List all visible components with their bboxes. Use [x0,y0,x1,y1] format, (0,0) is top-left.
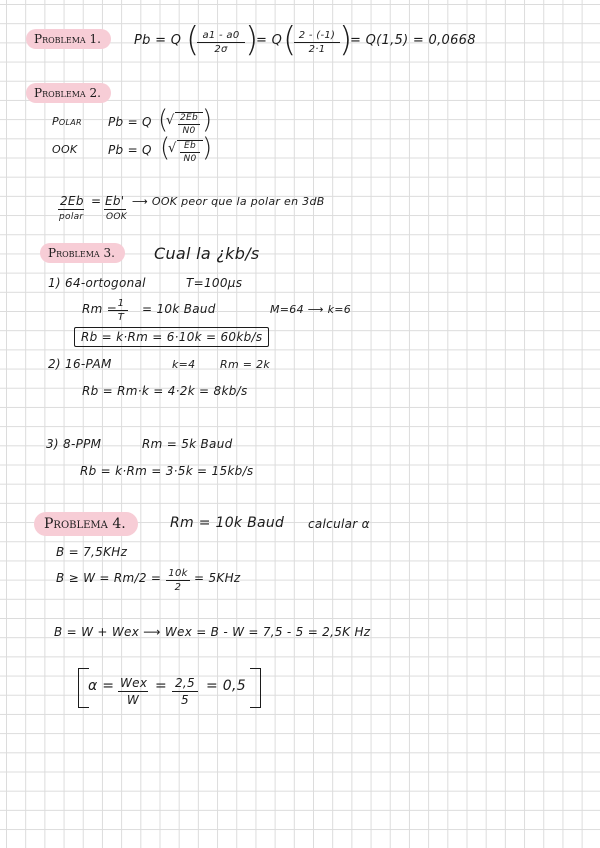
p4-alpha-fraction-1 [118,676,148,707]
p2-polar-paren-close: ) [202,105,213,135]
p4-alpha-fraction-2 [172,676,198,707]
p4-alpha-fraction-1-num: Wex [120,676,148,690]
problem-1-heading: Problema 1. [26,29,111,49]
p2-polar-label: Polar [52,115,82,128]
p4-w-rhs: = 5KHz [194,571,241,585]
p1-paren-close-2: ) [339,20,353,60]
p2-polar-fraction [175,112,203,136]
p1-rhs: = Q(1,5) = 0,0668 [350,33,476,48]
p4-alpha-fraction-2-num: 2,5 [172,676,198,692]
p4-alpha-bracket-right [250,668,261,708]
p1-paren-close-1: ) [245,20,259,60]
p3-item3-label: 3) 8-PPM [46,437,102,451]
p4-alpha-lhs: α = [88,678,115,694]
p2-polar-fraction-den: N0 [182,126,196,136]
p2-ook-sqrt-icon: √ [168,141,177,156]
p1-fraction-1-den: 2σ [214,44,228,55]
p2-polar-paren-open: ( [158,105,169,135]
p3-item3-rb: Rb = k·Rm = 3·5k = 15kb/s [80,464,254,478]
p3-item1-rm-lhs: Rm = [82,302,118,316]
p2-polar-lhs: Pb = Q [108,115,152,129]
p2-compare-b-sub: OOK [106,212,127,222]
p3-item1-rm-fraction-num: 1 [114,298,128,311]
p3-item3-rm: Rm = 5k Baud [142,437,233,451]
problem-2-heading: Problema 2. [26,83,111,103]
p2-compare-a-sub: polar [59,212,84,222]
p4-calc: calcular α [308,517,370,531]
p1-lhs: Pb = Q [134,33,182,48]
p1-fraction-1-num: a1 - a0 [197,30,245,43]
p2-ook-paren-close: ) [202,133,213,163]
p3-item2-label: 2) 16-PAM [48,357,112,371]
p2-compare-a-underline [58,209,84,210]
p2-polar-sqrt-icon: √ [166,113,175,128]
p4-alpha-fraction-2-den: 5 [181,693,189,707]
p4-bandwidth: B = 7,5KHz [56,545,128,559]
p3-item1-m: M=64 ⟶ k=6 [270,303,352,316]
p2-polar-fraction-num: 2Eb [180,113,199,123]
p2-compare-a: 2Eb [60,194,84,208]
p3-item1-rm-rhs: = 10k Baud [142,302,216,316]
p2-ook-fraction-num: Eb [180,141,200,153]
p3-item1-label: 1) 64-ortogonal [48,276,146,290]
p3-item1-rm-fraction-den: T [117,312,125,323]
p4-w-fraction-num: 10k [166,568,190,581]
p4-given: Rm = 10k Baud [170,515,285,531]
p1-fraction-2 [294,30,340,55]
p3-item1-rb-box: Rb = k·Rm = 6·10k = 60kb/s [74,327,269,347]
p2-ook-fraction-den: N0 [183,154,197,164]
p4-alpha-rhs: = 0,5 [206,678,246,694]
p4-w-fraction-den: 2 [174,582,182,593]
p3-item2-k: k=4 [172,358,196,371]
p4-wex: B = W + Wex ⟶ Wex = B - W = 7,5 - 5 = 2,5K Hz [54,625,371,639]
problem-3-heading: Problema 3. [40,243,125,263]
p2-compare-b: Eb' [105,194,125,208]
p2-ook-paren-open: ( [160,133,171,163]
p3-title: Cual la ¿kb/s [154,244,260,263]
p2-compare-text: ⟶ OOK peor que la polar en 3dB [132,195,325,208]
p3-item1-period: T=100μs [186,276,243,290]
p4-alpha-fraction-1-den: W [126,693,140,707]
p1-mid: = Q [256,33,283,48]
p2-ook-lhs: Pb = Q [108,143,152,157]
p4-w-fraction [166,568,190,593]
p2-compare-b-underline [104,209,126,210]
p2-compare-eq: = [91,194,102,208]
p3-item1-rm-fraction [114,298,128,323]
p3-item2-rb: Rb = Rm·k = 4·2k = 8kb/s [82,384,248,398]
p1-fraction-1 [197,30,245,55]
p2-ook-label: OOK [52,143,78,156]
p2-ook-fraction [177,140,203,164]
p4-w-lhs: B ≥ W = Rm/2 = [56,571,162,585]
p1-paren-open-2: ( [283,20,297,60]
p1-fraction-2-num: 2 - (-1) [294,30,340,43]
problem-4-heading: Problema 4. [34,512,138,536]
p1-paren-open-1: ( [186,20,200,60]
p4-alpha-mid: = [155,678,168,694]
p3-item2-rm: Rm = 2k [220,358,271,371]
p1-fraction-2-den: 2·1 [308,44,326,55]
